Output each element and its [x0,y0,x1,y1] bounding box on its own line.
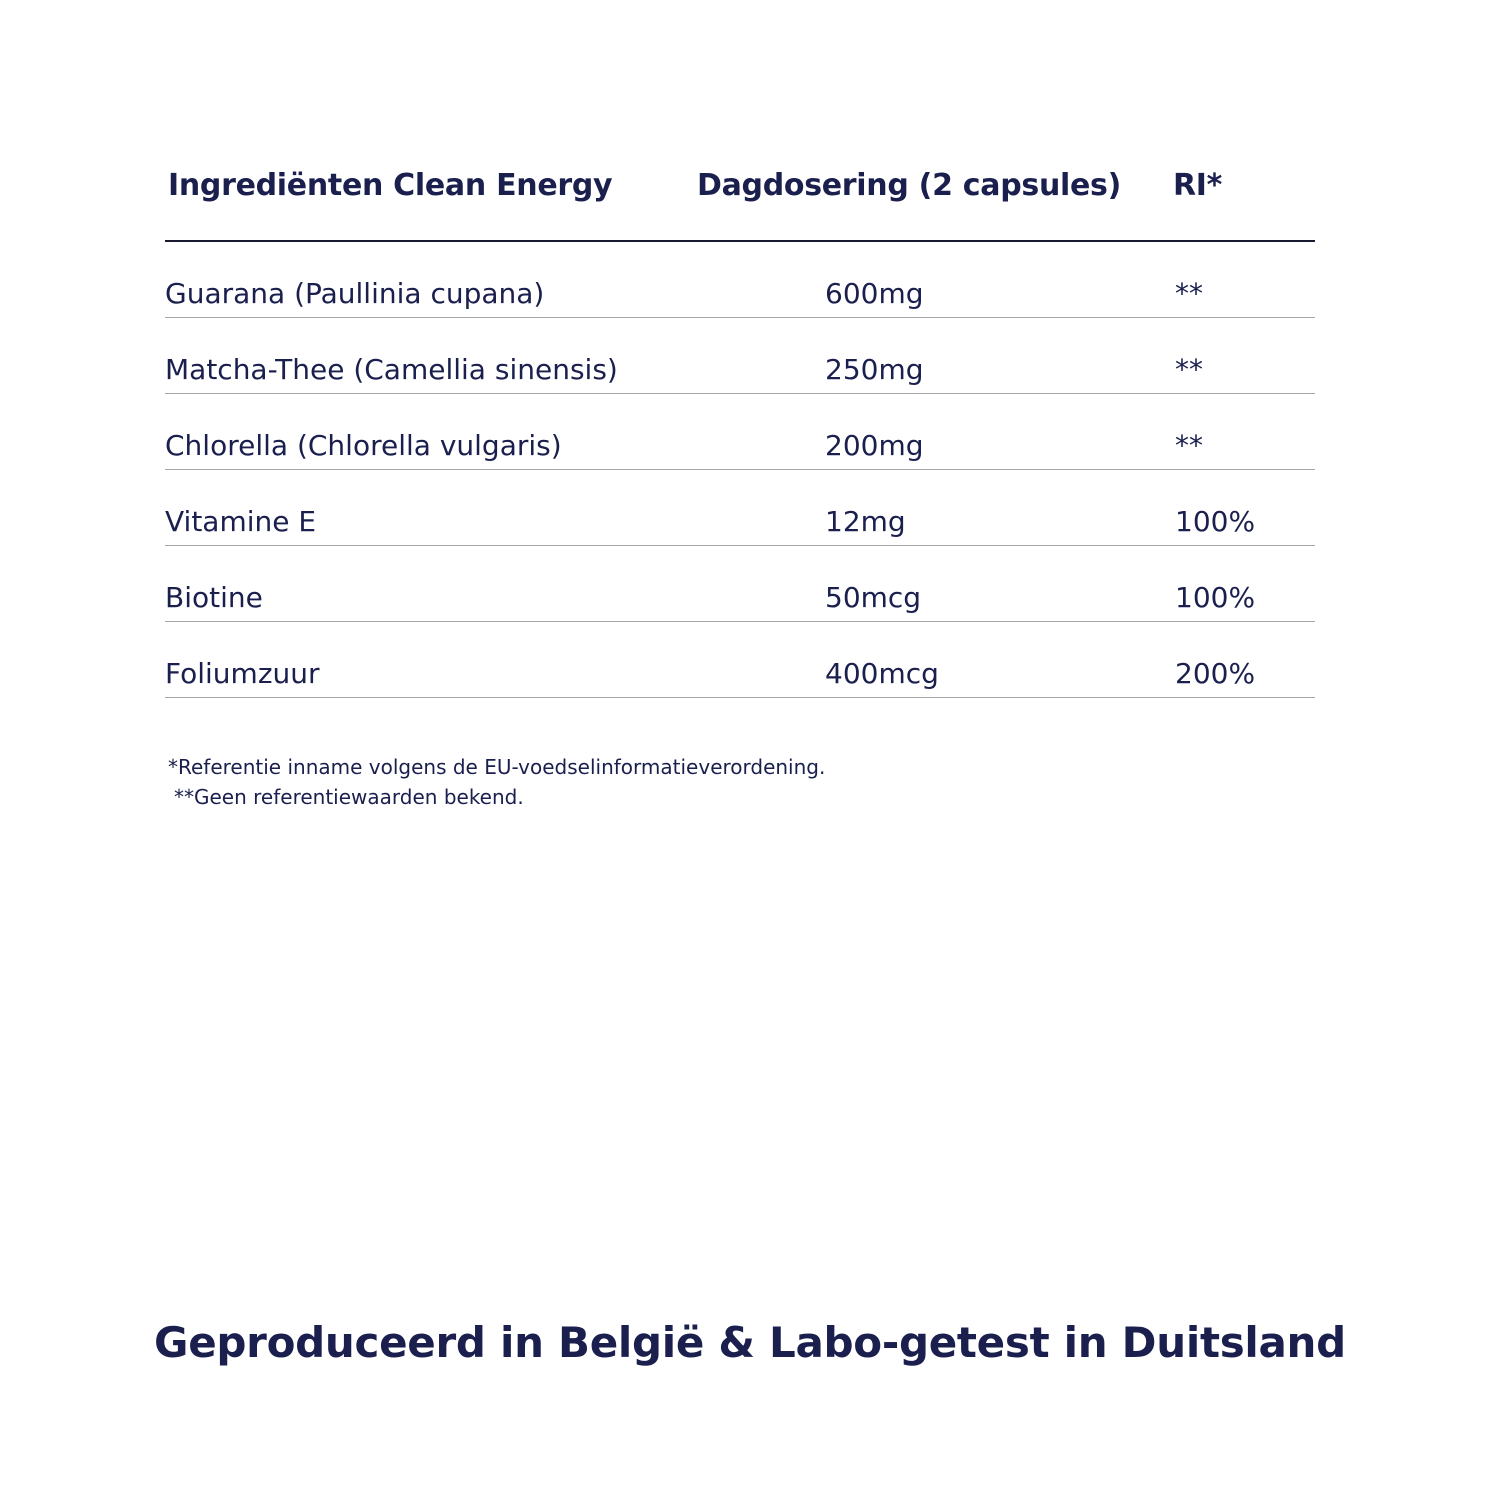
header-ingredient: Ingrediënten Clean Energy [168,168,613,203]
ingredient-dose: 400mcg [825,657,939,690]
ingredient-dose: 12mg [825,505,906,538]
ingredient-name: Foliumzuur [165,657,320,690]
table-row [165,318,1315,394]
ingredient-ri: 100% [1175,581,1256,614]
footnotes [168,752,825,812]
ingredient-name: Biotine [165,581,263,614]
ingredient-name: Vitamine E [165,505,317,538]
header-dose: Dagdosering (2 capsules) [697,168,1122,203]
ingredient-ri: 100% [1175,505,1256,538]
ingredient-dose: 600mg [825,277,924,310]
header-ri: RI* [1173,168,1223,203]
ingredient-ri: ** [1175,429,1203,462]
ingredient-ri: ** [1175,277,1203,310]
table-row [165,242,1315,318]
ingredient-table [165,160,1315,698]
footnote-no-reference: **Geen referentiewaarden bekend. [174,785,524,809]
footnote-ri: *Referentie inname volgens de EU-voedselinformatieverordening. [168,755,826,779]
table-row [165,394,1315,470]
production-tagline: Geproduceerd in België & Labo-getest in Duitsland [154,1318,1346,1367]
ingredient-name: Guarana (Paullinia cupana) [165,277,545,310]
ingredient-dose: 50mcg [825,581,922,614]
table-row [165,546,1315,622]
ingredient-dose: 200mg [825,429,924,462]
ingredient-ri: 200% [1175,657,1256,690]
table-row [165,622,1315,698]
ingredient-name: Chlorella (Chlorella vulgaris) [165,429,562,462]
ingredient-dose: 250mg [825,353,924,386]
table-row [165,470,1315,546]
ingredient-name: Matcha-Thee (Camellia sinensis) [165,353,618,386]
table-header [165,160,1315,242]
ingredient-ri: ** [1175,353,1203,386]
